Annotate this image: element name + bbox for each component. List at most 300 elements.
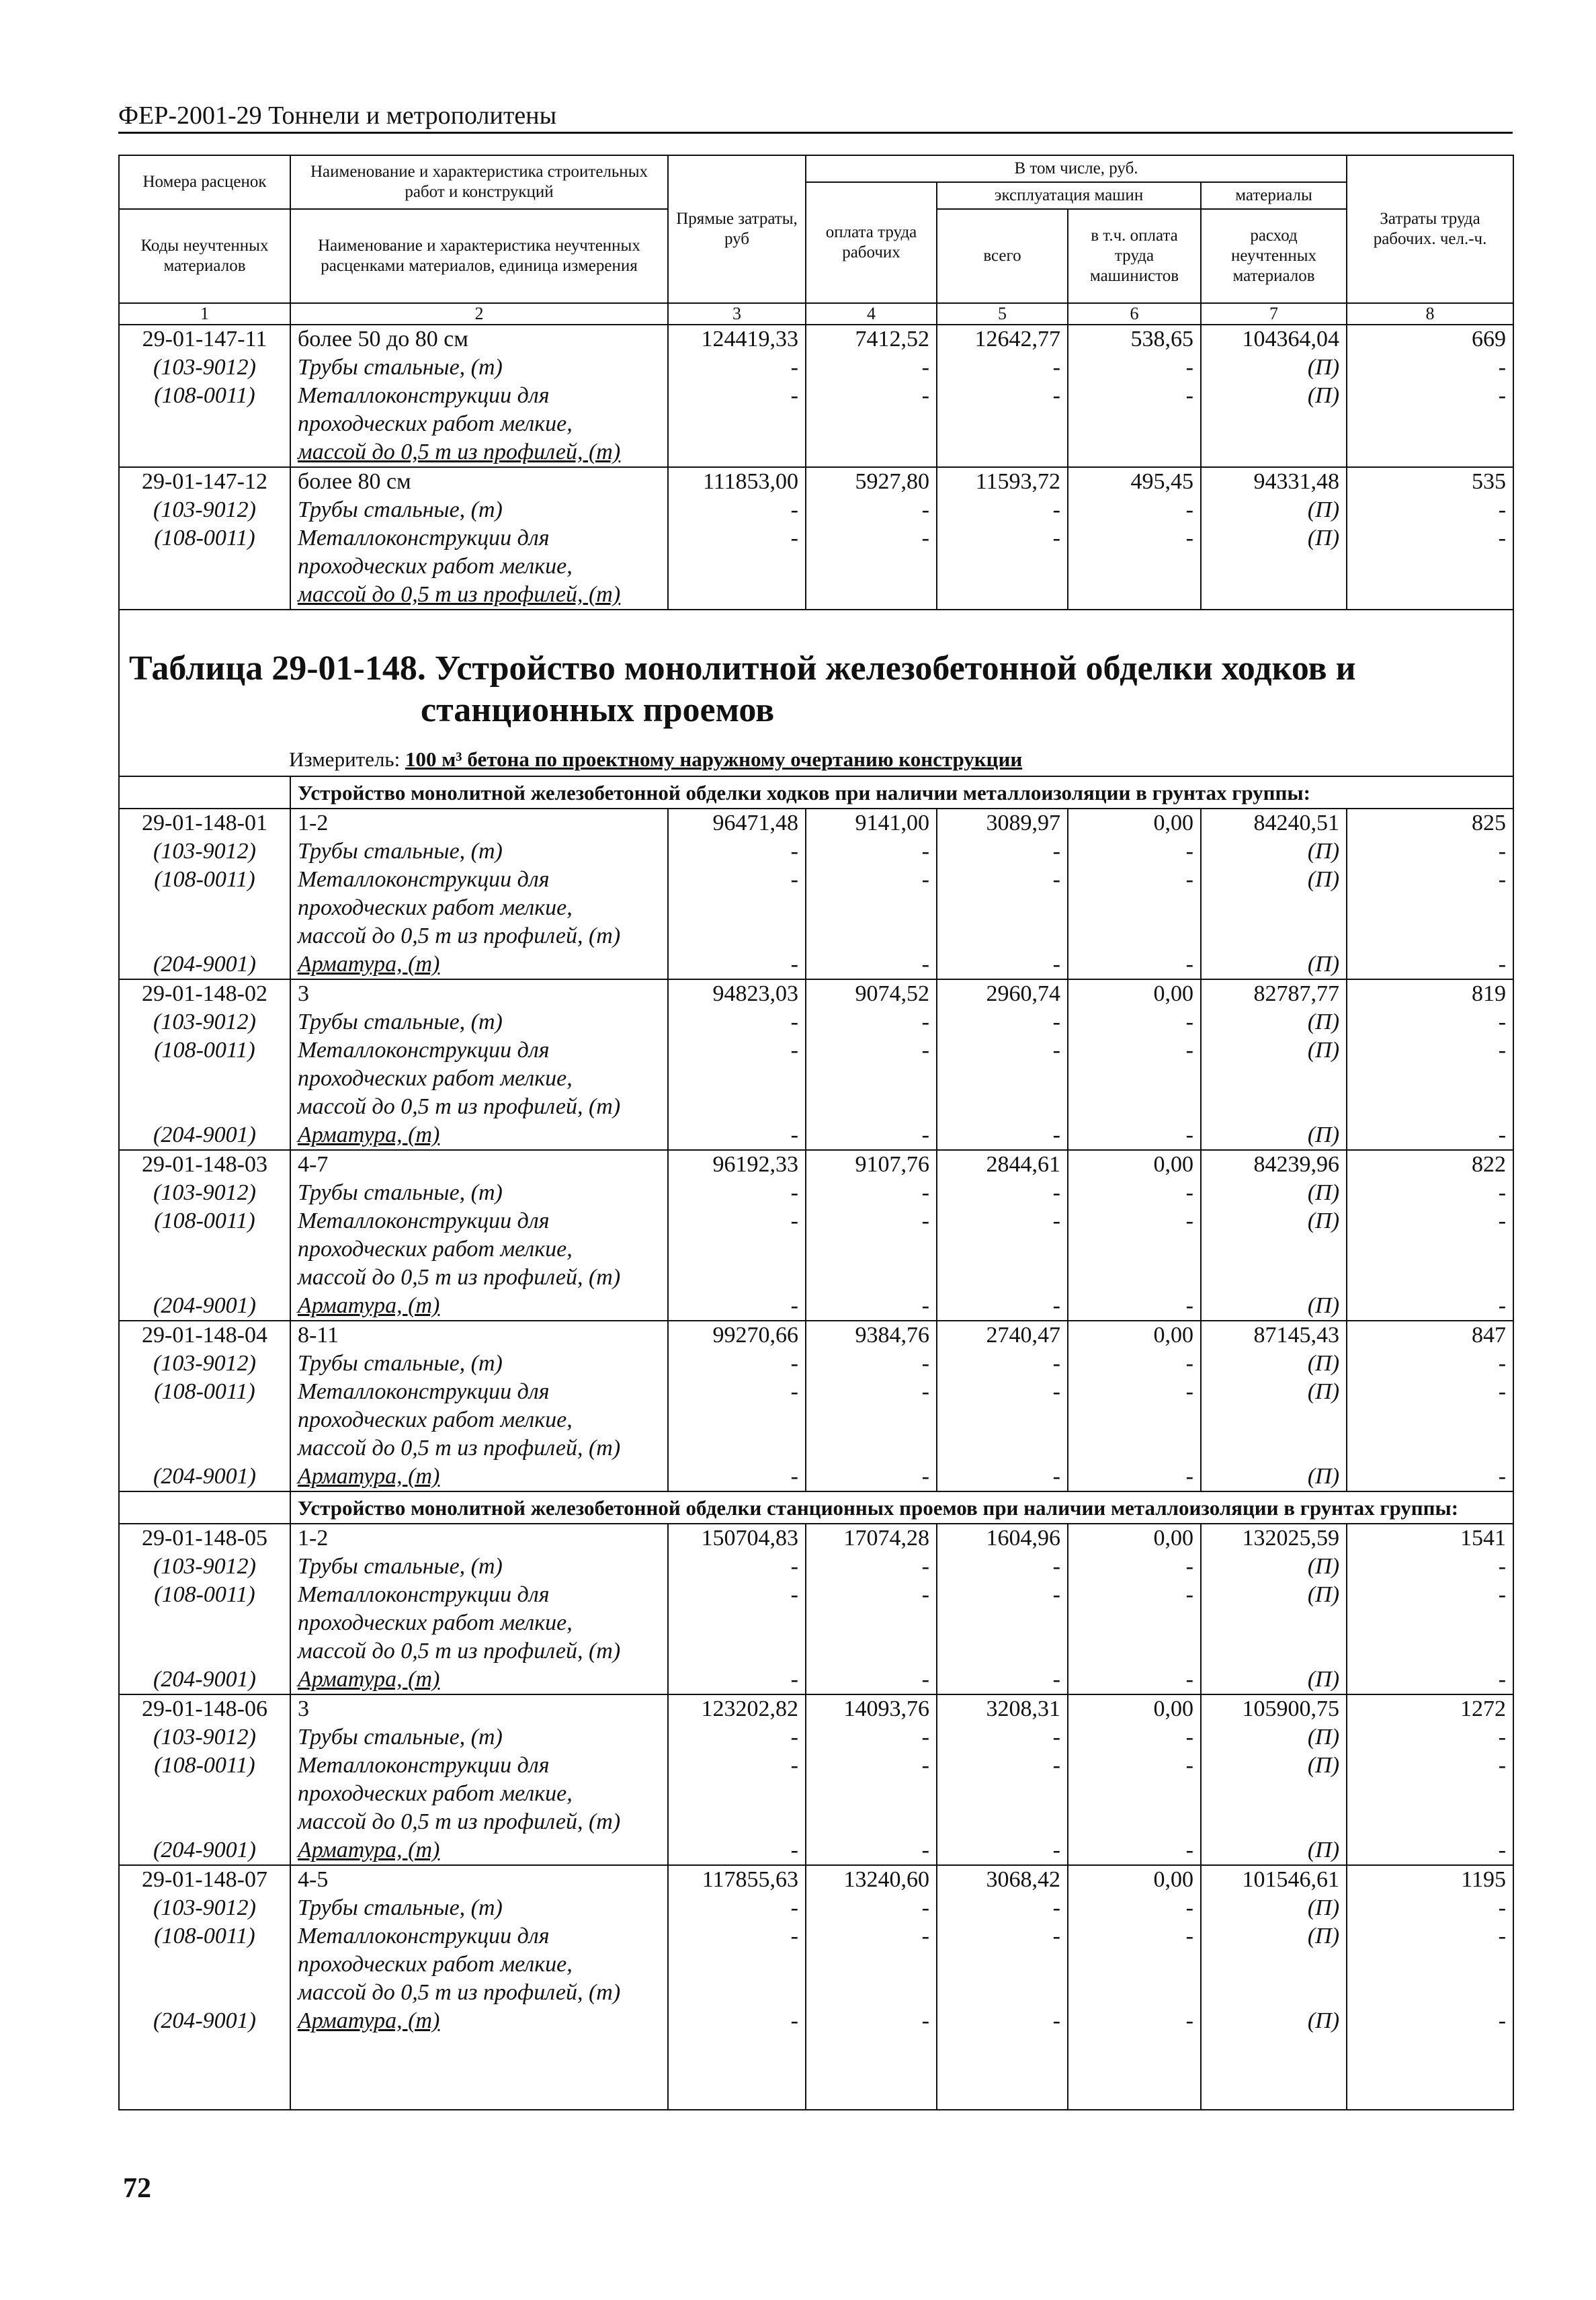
dash-cell: -: [937, 1581, 1068, 1609]
material-row: [119, 1666, 1513, 1694]
dash-cell: -: [1068, 1179, 1201, 1207]
unaccounted-mark: (П): [1201, 1378, 1347, 1406]
material-row: [119, 1350, 1513, 1378]
col-number: 4: [806, 303, 937, 325]
group-heading: Устройство монолитной железобетонной обделки станционных проемов при наличии металлоизоляции в грунтах группы:: [290, 1491, 1513, 1524]
dash-cell: -: [668, 1894, 806, 1922]
direct-costs: 111853,00: [668, 467, 806, 496]
material-name: Металлоконструкции для: [290, 1752, 668, 1780]
machine-total: 11593,72: [937, 467, 1068, 496]
material-name: массой до 0,5 т из профилей, (т): [290, 1264, 668, 1292]
dash-cell: -: [806, 1350, 937, 1378]
material-name: Металлоконструкции для: [290, 1036, 668, 1065]
dash-cell: [806, 1065, 937, 1093]
unaccounted-mark: (П): [1201, 1922, 1347, 1950]
direct-costs: 123202,82: [668, 1694, 806, 1723]
dash-cell: [668, 1434, 806, 1463]
material-name: Металлоконструкции для: [290, 1922, 668, 1950]
material-name: Металлоконструкции для: [290, 524, 668, 552]
unaccounted-mark: (П): [1201, 1207, 1347, 1235]
unaccounted-mark: (П): [1201, 1553, 1347, 1581]
dash-cell: [806, 1406, 937, 1434]
material-name: массой до 0,5 т из профилей, (т): [290, 1637, 668, 1666]
rate-name: более 50 до 80 см: [290, 325, 668, 354]
material-name: проходческих работ мелкие,: [290, 1950, 668, 1979]
material-name: проходческих работ мелкие,: [290, 1406, 668, 1434]
material-row: [119, 1378, 1513, 1406]
material-code: (108-0011): [119, 1581, 290, 1609]
empty-cell: [937, 2035, 1068, 2110]
dash-cell: -: [1347, 1581, 1513, 1609]
dash-cell: -: [1347, 1723, 1513, 1752]
dash-cell: -: [668, 1207, 806, 1235]
material-name: Металлоконструкции для: [290, 866, 668, 894]
material-code: [119, 1406, 290, 1434]
unaccounted-mark: (П): [1201, 1350, 1347, 1378]
rate-name: 4-7: [290, 1150, 668, 1179]
dash-cell: [1068, 1808, 1201, 1836]
unaccounted-mark: [1201, 1950, 1347, 1979]
machine-total: 2960,74: [937, 979, 1068, 1008]
labor-hours: 819: [1347, 979, 1513, 1008]
material-row: [119, 496, 1513, 524]
dash-cell: [937, 1950, 1068, 1979]
page-header: [118, 101, 1513, 134]
dash-cell: [668, 1780, 806, 1808]
dash-cell: -: [668, 1752, 806, 1780]
dash-cell: -: [937, 496, 1068, 524]
col-number: 8: [1347, 303, 1513, 325]
material-row: [119, 1894, 1513, 1922]
material-row: [119, 1609, 1513, 1637]
page-number: 72: [123, 2173, 151, 2204]
dash-cell: -: [668, 837, 806, 866]
dash-cell: [1347, 581, 1513, 610]
unaccounted-mark: (П): [1201, 524, 1347, 552]
materials: 87145,43: [1201, 1321, 1347, 1350]
dash-cell: -: [668, 524, 806, 552]
dash-cell: [1347, 1235, 1513, 1264]
col-number: 3: [668, 303, 806, 325]
material-code: (204-9001): [119, 1121, 290, 1150]
material-name: Трубы стальные, (т): [290, 1008, 668, 1036]
dash-cell: [937, 1780, 1068, 1808]
material-row: [119, 1121, 1513, 1150]
material-row: [119, 1264, 1513, 1292]
material-row: [119, 1836, 1513, 1865]
title-row: [119, 610, 1513, 776]
rate-row: [119, 1694, 1513, 1723]
dash-cell: [668, 1950, 806, 1979]
material-name: Арматура, (т): [290, 1292, 668, 1321]
material-code: [119, 1264, 290, 1292]
dash-cell: [937, 581, 1068, 610]
dash-cell: [1347, 1950, 1513, 1979]
material-code: (103-9012): [119, 1008, 290, 1036]
material-code: (204-9001): [119, 1292, 290, 1321]
col7-header: расход неучтенных материалов: [1201, 209, 1347, 303]
unaccounted-mark: [1201, 1979, 1347, 2007]
dash-cell: -: [668, 354, 806, 382]
unaccounted-mark: [1201, 1406, 1347, 1434]
labor-pay: 5927,80: [806, 467, 937, 496]
rate-row: [119, 1321, 1513, 1350]
unaccounted-mark: (П): [1201, 1894, 1347, 1922]
material-code: (103-9012): [119, 1179, 290, 1207]
unaccounted-mark: [1201, 1637, 1347, 1666]
material-name: проходческих работ мелкие,: [290, 1780, 668, 1808]
direct-costs: 124419,33: [668, 325, 806, 354]
dash-cell: -: [806, 1894, 937, 1922]
dash-cell: [1347, 410, 1513, 438]
dash-cell: -: [937, 1723, 1068, 1752]
unaccounted-mark: (П): [1201, 1179, 1347, 1207]
unaccounted-mark: [1201, 1093, 1347, 1121]
dash-cell: -: [806, 1036, 937, 1065]
dash-cell: [937, 922, 1068, 950]
material-code: [119, 1780, 290, 1808]
dash-cell: [1068, 1235, 1201, 1264]
material-code: (108-0011): [119, 1378, 290, 1406]
dash-cell: -: [806, 1922, 937, 1950]
materials: 84239,96: [1201, 1150, 1347, 1179]
dash-cell: [668, 1979, 806, 2007]
dash-cell: [1068, 922, 1201, 950]
material-row: [119, 1808, 1513, 1836]
material-name: проходческих работ мелкие,: [290, 1065, 668, 1093]
dash-cell: -: [668, 382, 806, 410]
group-empty-cell: [119, 776, 290, 809]
dash-cell: [1347, 1808, 1513, 1836]
rates-table-wrapper: [118, 155, 1513, 2110]
unaccounted-mark: (П): [1201, 496, 1347, 524]
material-row: [119, 552, 1513, 581]
labor-hours: 1541: [1347, 1524, 1513, 1553]
dash-cell: -: [1068, 1752, 1201, 1780]
rate-row: [119, 467, 1513, 496]
dash-cell: [806, 894, 937, 922]
table-title: [120, 610, 1513, 731]
machinist-pay: 0,00: [1068, 1150, 1201, 1179]
measure-label: Измеритель:: [289, 747, 401, 771]
unaccounted-mark: [1201, 1780, 1347, 1808]
dash-cell: -: [1347, 1752, 1513, 1780]
dash-cell: [668, 922, 806, 950]
material-name: массой до 0,5 т из профилей, (т): [290, 1093, 668, 1121]
dash-cell: -: [937, 1207, 1068, 1235]
dash-cell: -: [668, 1378, 806, 1406]
labor-hours: 822: [1347, 1150, 1513, 1179]
dash-cell: [937, 1808, 1068, 1836]
dash-cell: -: [937, 354, 1068, 382]
dash-cell: -: [1068, 1922, 1201, 1950]
dash-cell: -: [1068, 2007, 1201, 2035]
dash-cell: -: [1347, 1463, 1513, 1491]
dash-cell: -: [668, 1581, 806, 1609]
dash-cell: -: [1068, 1581, 1201, 1609]
dash-cell: [1347, 1637, 1513, 1666]
dash-cell: -: [668, 1553, 806, 1581]
machinist-pay: 0,00: [1068, 1865, 1201, 1894]
material-name: Арматура, (т): [290, 2007, 668, 2035]
material-row: [119, 1581, 1513, 1609]
material-code: (103-9012): [119, 354, 290, 382]
unaccounted-mark: (П): [1201, 1836, 1347, 1865]
dash-cell: [668, 410, 806, 438]
rate-row: [119, 325, 1513, 354]
rate-row: [119, 979, 1513, 1008]
dash-cell: -: [668, 1292, 806, 1321]
dash-cell: -: [1347, 1553, 1513, 1581]
dash-cell: -: [668, 1666, 806, 1694]
material-code: (108-0011): [119, 866, 290, 894]
dash-cell: -: [806, 950, 937, 979]
unaccounted-mark: [1201, 410, 1347, 438]
dash-cell: [1068, 410, 1201, 438]
dash-cell: -: [937, 1752, 1068, 1780]
dash-cell: [1347, 1406, 1513, 1434]
material-code: (204-9001): [119, 950, 290, 979]
labor-pay: 9141,00: [806, 809, 937, 837]
material-code: [119, 552, 290, 581]
col1-header-b: Коды неучтенных материалов: [119, 209, 290, 303]
rate-code: 29-01-148-01: [119, 809, 290, 837]
material-code: [119, 1808, 290, 1836]
rate-code: 29-01-148-05: [119, 1524, 290, 1553]
dash-cell: -: [806, 1292, 937, 1321]
unaccounted-mark: [1201, 1808, 1347, 1836]
machine-total: 3208,31: [937, 1694, 1068, 1723]
dash-cell: -: [806, 496, 937, 524]
unaccounted-mark: (П): [1201, 382, 1347, 410]
rate-name: 3: [290, 1694, 668, 1723]
material-row: [119, 2007, 1513, 2035]
material-row: [119, 1463, 1513, 1491]
unaccounted-mark: (П): [1201, 1581, 1347, 1609]
group-heading: Устройство монолитной железобетонной обделки ходков при наличии металлоизоляции в грунтах группы:: [290, 776, 1513, 809]
dash-cell: [1068, 1065, 1201, 1093]
material-row: [119, 1292, 1513, 1321]
material-row: [119, 1979, 1513, 2007]
dash-cell: [806, 1264, 937, 1292]
header-row-1: [119, 155, 1513, 182]
col4-header: оплата труда рабочих: [806, 182, 937, 303]
machine-total: 1604,96: [937, 1524, 1068, 1553]
material-name: Трубы стальные, (т): [290, 1179, 668, 1207]
material-row: [119, 1723, 1513, 1752]
dash-cell: -: [1068, 1207, 1201, 1235]
dash-cell: -: [1347, 1922, 1513, 1950]
rate-row: [119, 1524, 1513, 1553]
dash-cell: -: [1347, 837, 1513, 866]
material-row: [119, 922, 1513, 950]
direct-costs: 96192,33: [668, 1150, 806, 1179]
materials: 94331,48: [1201, 467, 1347, 496]
dash-cell: [668, 438, 806, 467]
dash-cell: -: [668, 1922, 806, 1950]
material-row: [119, 1065, 1513, 1093]
material-row: [119, 866, 1513, 894]
dash-cell: [1347, 894, 1513, 922]
dash-cell: [1068, 1264, 1201, 1292]
material-code: [119, 1950, 290, 1979]
dash-cell: [937, 1609, 1068, 1637]
material-row: [119, 1434, 1513, 1463]
direct-costs: 94823,03: [668, 979, 806, 1008]
material-name: Трубы стальные, (т): [290, 496, 668, 524]
material-code: (204-9001): [119, 2007, 290, 2035]
labor-pay: 9074,52: [806, 979, 937, 1008]
material-row: [119, 1752, 1513, 1780]
dash-cell: -: [1068, 1378, 1201, 1406]
dash-cell: -: [937, 1836, 1068, 1865]
material-name: массой до 0,5 т из профилей, (т): [290, 1434, 668, 1463]
material-row: [119, 1036, 1513, 1065]
table-title-line1: Таблица 29-01-148. Устройство монолитной железобетонной обделки ходков и: [129, 649, 1356, 688]
dash-cell: -: [1347, 354, 1513, 382]
material-name: проходческих работ мелкие,: [290, 1235, 668, 1264]
dash-cell: -: [937, 524, 1068, 552]
dash-cell: -: [937, 1036, 1068, 1065]
unaccounted-mark: (П): [1201, 1036, 1347, 1065]
material-code: (108-0011): [119, 1207, 290, 1235]
dash-cell: -: [668, 496, 806, 524]
material-code: (103-9012): [119, 1350, 290, 1378]
measure-value: 100 м³ бетона по проектному наружному очертанию конструкции: [405, 747, 1023, 771]
unaccounted-mark: [1201, 552, 1347, 581]
labor-hours: 669: [1347, 325, 1513, 354]
rate-row: [119, 1150, 1513, 1179]
dash-cell: -: [668, 2007, 806, 2035]
material-row: [119, 382, 1513, 410]
machinist-pay: 495,45: [1068, 467, 1201, 496]
material-code: [119, 410, 290, 438]
dash-cell: -: [1347, 1836, 1513, 1865]
unaccounted-mark: (П): [1201, 1292, 1347, 1321]
empty-cell: [1347, 2035, 1513, 2110]
machinist-pay: 0,00: [1068, 1694, 1201, 1723]
dash-cell: -: [1347, 1179, 1513, 1207]
material-code: [119, 1065, 290, 1093]
machinist-pay: 0,00: [1068, 1321, 1201, 1350]
material-code: (103-9012): [119, 496, 290, 524]
dash-cell: -: [1068, 354, 1201, 382]
direct-costs: 117855,63: [668, 1865, 806, 1894]
dash-cell: [1068, 1780, 1201, 1808]
dash-cell: -: [937, 1922, 1068, 1950]
rate-name: 1-2: [290, 1524, 668, 1553]
dash-cell: -: [806, 354, 937, 382]
dash-cell: [937, 1235, 1068, 1264]
material-code: (204-9001): [119, 1836, 290, 1865]
rate-code: 29-01-148-02: [119, 979, 290, 1008]
unaccounted-mark: (П): [1201, 1666, 1347, 1694]
dash-cell: [668, 1808, 806, 1836]
dash-cell: -: [1068, 1553, 1201, 1581]
dash-cell: -: [668, 950, 806, 979]
unaccounted-mark: (П): [1201, 1723, 1347, 1752]
material-code: [119, 1637, 290, 1666]
dash-cell: -: [806, 1553, 937, 1581]
table-title-line2: станционных проемов: [421, 691, 775, 729]
materials: 84240,51: [1201, 809, 1347, 837]
material-name: проходческих работ мелкие,: [290, 410, 668, 438]
measure-unit: [120, 731, 1513, 776]
dash-cell: [806, 1979, 937, 2007]
material-code: [119, 1434, 290, 1463]
dash-cell: -: [668, 1836, 806, 1865]
rates-table: [118, 155, 1514, 2110]
material-row: [119, 1553, 1513, 1581]
rate-name: более 80 см: [290, 467, 668, 496]
dash-cell: [937, 552, 1068, 581]
dash-cell: [1068, 1637, 1201, 1666]
dash-cell: -: [1068, 1463, 1201, 1491]
col5-header: всего: [937, 209, 1068, 303]
unaccounted-mark: (П): [1201, 354, 1347, 382]
unaccounted-mark: (П): [1201, 837, 1347, 866]
material-name: Трубы стальные, (т): [290, 354, 668, 382]
labor-pay: 7412,52: [806, 325, 937, 354]
dash-cell: [1347, 1434, 1513, 1463]
dash-cell: [668, 1235, 806, 1264]
material-code: (103-9012): [119, 1894, 290, 1922]
dash-cell: -: [668, 1463, 806, 1491]
material-code: (108-0011): [119, 382, 290, 410]
labor-hours: 847: [1347, 1321, 1513, 1350]
rate-name: 4-5: [290, 1865, 668, 1894]
direct-costs: 96471,48: [668, 809, 806, 837]
unaccounted-mark: [1201, 438, 1347, 467]
material-row: [119, 354, 1513, 382]
dash-cell: -: [668, 1008, 806, 1036]
rate-code: 29-01-147-11: [119, 325, 290, 354]
dash-cell: -: [1347, 2007, 1513, 2035]
material-row: [119, 1406, 1513, 1434]
dash-cell: [1347, 1609, 1513, 1637]
unaccounted-mark: [1201, 1235, 1347, 1264]
machinist-pay: 0,00: [1068, 979, 1201, 1008]
dash-cell: [806, 410, 937, 438]
dash-cell: [1068, 438, 1201, 467]
rate-name: 3: [290, 979, 668, 1008]
material-name: Арматура, (т): [290, 1666, 668, 1694]
dash-cell: -: [1068, 1121, 1201, 1150]
dash-cell: [806, 552, 937, 581]
dash-cell: [668, 1264, 806, 1292]
material-name: Арматура, (т): [290, 1836, 668, 1865]
dash-cell: [1068, 1406, 1201, 1434]
dash-cell: -: [937, 866, 1068, 894]
materials: 132025,59: [1201, 1524, 1347, 1553]
dash-cell: -: [1068, 1836, 1201, 1865]
material-code: [119, 1609, 290, 1637]
dash-cell: [668, 552, 806, 581]
table-body: [119, 155, 1513, 2110]
dash-cell: [806, 1950, 937, 1979]
material-row: [119, 1235, 1513, 1264]
dash-cell: [806, 1808, 937, 1836]
dash-cell: -: [806, 524, 937, 552]
dash-cell: -: [1347, 1666, 1513, 1694]
labor-pay: 9384,76: [806, 1321, 937, 1350]
dash-cell: -: [937, 1350, 1068, 1378]
col6-header: в т.ч. оплата труда машинистов: [1068, 209, 1201, 303]
dash-cell: -: [806, 1581, 937, 1609]
unaccounted-mark: (П): [1201, 866, 1347, 894]
empty-cell: [1068, 2035, 1201, 2110]
material-name: массой до 0,5 т из профилей, (т): [290, 1979, 668, 2007]
